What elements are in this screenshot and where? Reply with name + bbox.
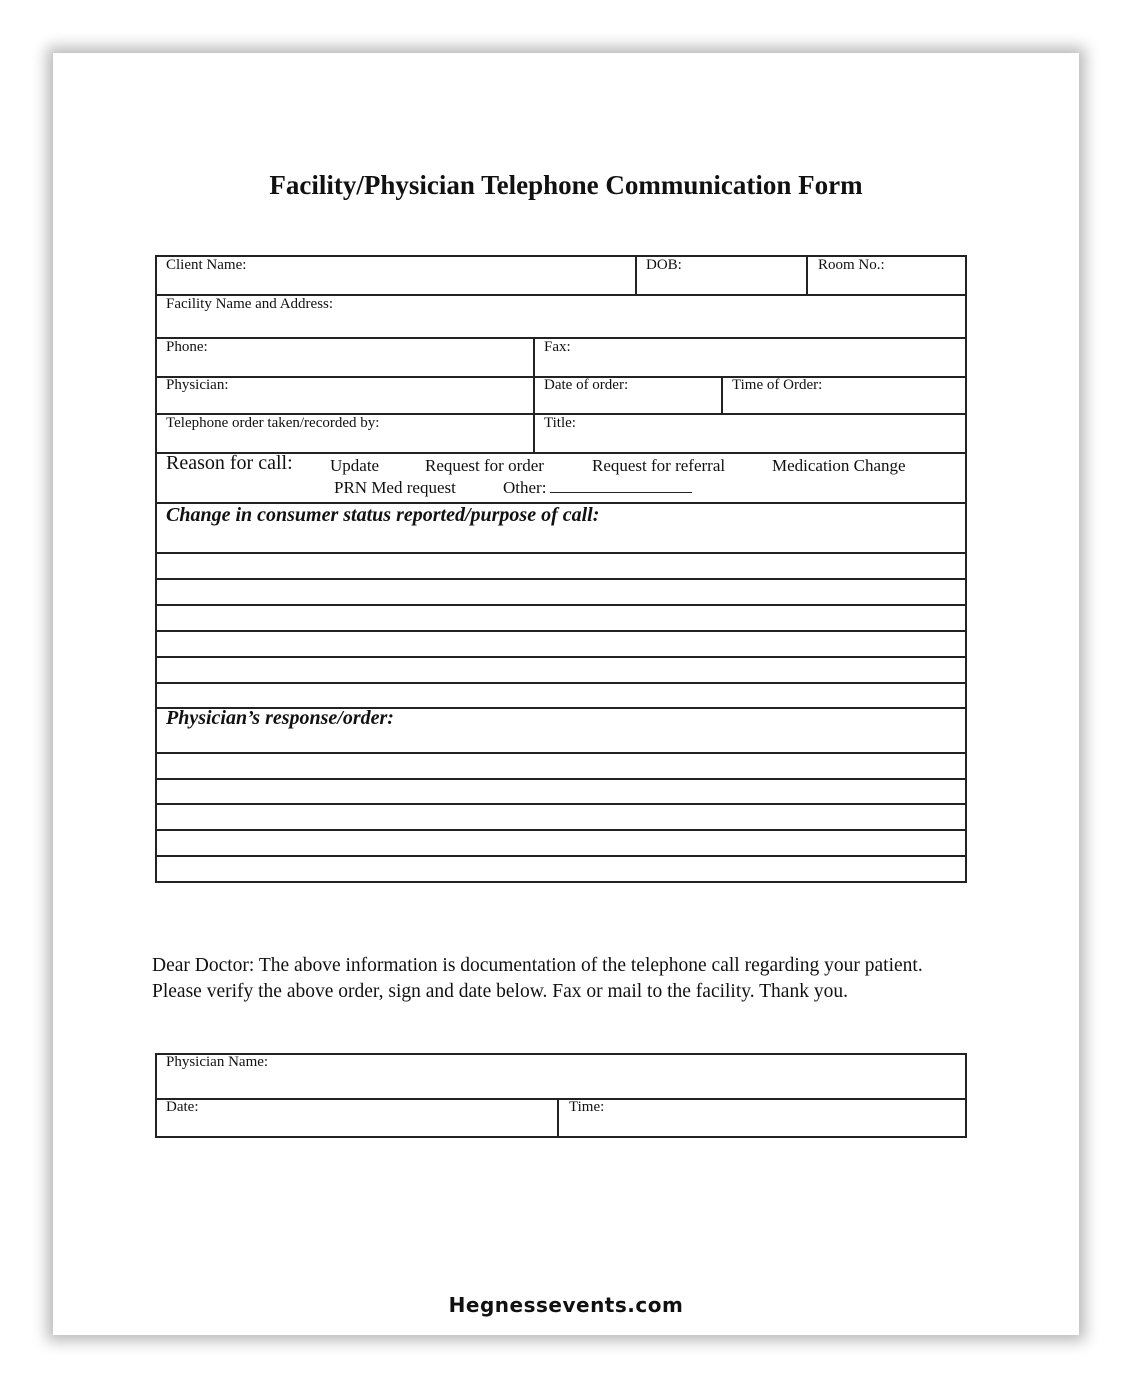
- room-no-label: Room No.:: [818, 257, 885, 273]
- ruled-line: [155, 656, 967, 658]
- physician-name-label: Physician Name:: [166, 1054, 269, 1070]
- reason-option-prn-med: PRN Med request: [334, 478, 456, 497]
- ruled-line: [155, 778, 967, 780]
- column-divider: [806, 255, 808, 295]
- reason-option-other: [503, 478, 692, 498]
- client-name-label: Client Name:: [166, 257, 247, 273]
- signoff-table: [155, 1053, 967, 1138]
- reason-label: Reason for call:: [166, 452, 293, 474]
- ruled-line: [155, 752, 967, 754]
- ruled-line: [155, 578, 967, 580]
- reason-option-medication-change: Medication Change: [772, 456, 906, 475]
- other-blank-line: [550, 478, 692, 493]
- row-divider: [155, 552, 967, 554]
- phone-label: Phone:: [166, 339, 208, 355]
- change-status-heading: Change in consumer status reported/purpose of call:: [166, 504, 600, 526]
- reason-option-request-referral: Request for referral: [592, 456, 726, 475]
- facility-label: Facility Name and Address:: [166, 296, 334, 312]
- column-divider: [721, 376, 723, 414]
- ruled-line: [155, 803, 967, 805]
- signoff-date-label: Date:: [166, 1099, 199, 1115]
- column-divider: [557, 1098, 559, 1138]
- column-divider: [635, 255, 637, 295]
- reason-option-update: Update: [330, 456, 380, 475]
- title-label: Title:: [544, 415, 576, 431]
- ruled-line: [155, 829, 967, 831]
- date-of-order-label: Date of order:: [544, 377, 629, 393]
- column-divider: [533, 337, 535, 453]
- time-of-order-label: Time of Order:: [732, 377, 823, 393]
- other-label: Other:: [503, 478, 547, 497]
- taken-by-label: Telephone order taken/recorded by:: [166, 415, 380, 431]
- reason-option-request-order: Request for order: [425, 456, 544, 475]
- row-divider: [155, 1098, 967, 1100]
- physician-label: Physician:: [166, 377, 229, 393]
- physician-response-heading: Physician’s response/order:: [166, 707, 394, 729]
- dear-doctor-paragraph: Dear Doctor: The above information is documentation of the telephone call regarding your patient. Please verify the above order, sign and date below. Fax or mail to the facility. Thank you.: [152, 955, 923, 1002]
- fax-label: Fax:: [544, 339, 571, 355]
- ruled-line: [155, 855, 967, 857]
- site-watermark: Hegnessevents.com: [448, 1293, 684, 1317]
- dob-label: DOB:: [646, 257, 682, 273]
- ruled-line: [155, 604, 967, 606]
- ruled-line: [155, 630, 967, 632]
- signoff-time-label: Time:: [569, 1099, 605, 1115]
- ruled-line: [155, 682, 967, 684]
- form-title: Facility/Physician Telephone Communication Form: [269, 170, 863, 200]
